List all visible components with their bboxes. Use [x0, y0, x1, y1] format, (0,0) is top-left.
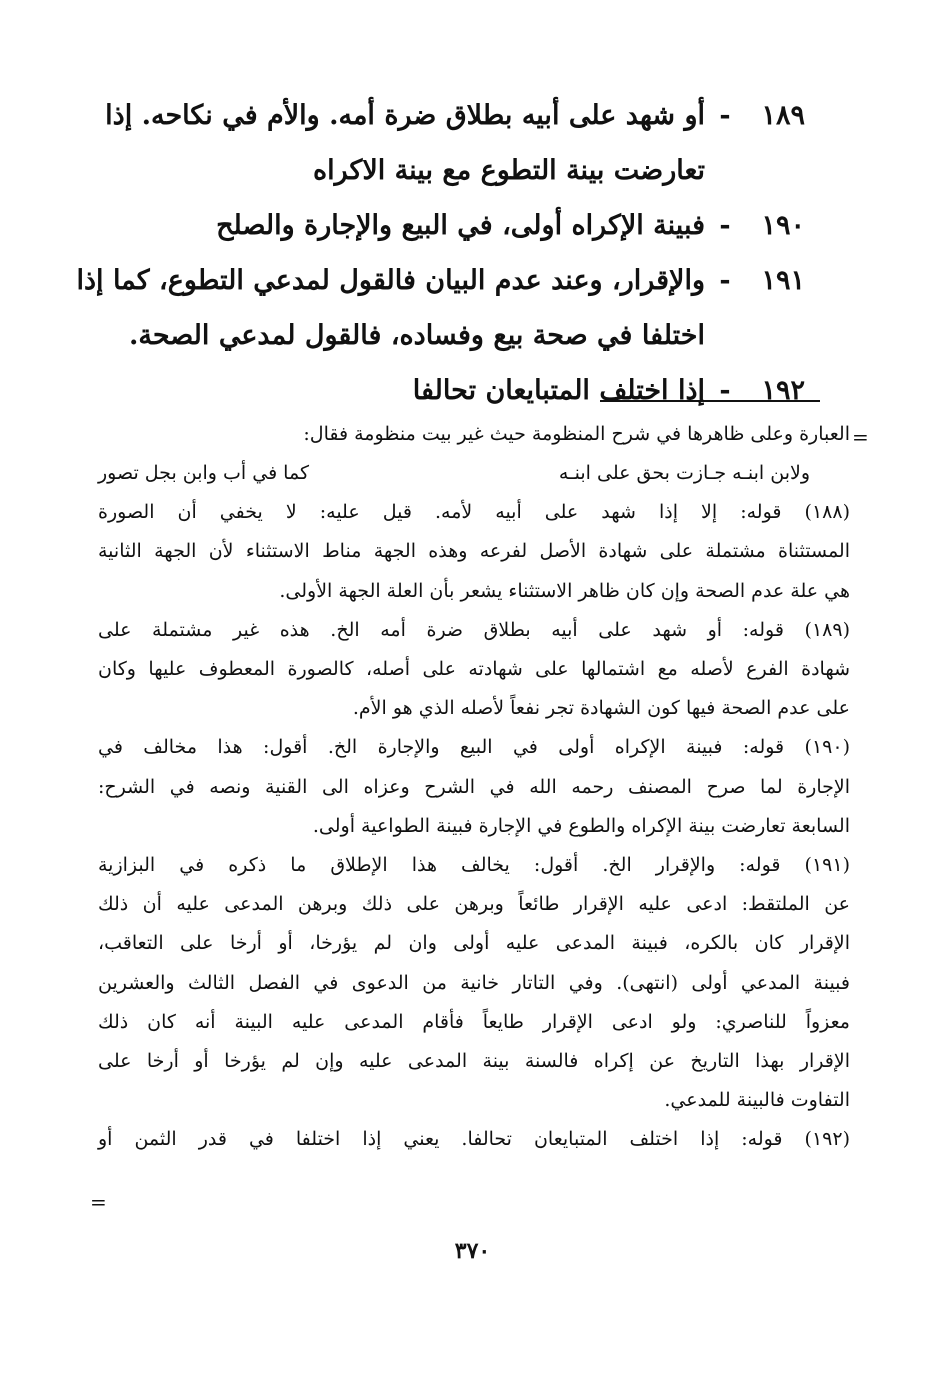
commentary-line: التفاوت فالبينة للمدعي. [664, 1089, 850, 1112]
commentary-line: هي علة عدم الصحة وإن كان ظاهر الاستثناء يشعر بأن العلة الجهة الأولى. [279, 579, 850, 602]
verse-line: اختلفا في صحة بيع وفساده، فالقول لمدعي الصحة. [128, 320, 705, 351]
commentary-intro: العبارة وعلى ظاهرها في شرح المنظومة حيث غير بيت منظومة فقال: [303, 423, 850, 445]
poem-second-hemistich: كما في أب وابن بجل تصور [98, 462, 310, 485]
verse-190 [85, 198, 805, 253]
commentary-line: الإجارة لما صرح المصنف رحمه الله في الشرح وعزاه الى القنية ونصه في الشرح: [98, 775, 850, 798]
verse-line: فبينة الإكراه أولى، في البيع والإجارة والصلح [216, 210, 705, 241]
commentary-line: شهادة الفرع لأصله مع اشتمالها على شهادته على أصله، كالصورة المعطوف عليها وكان [98, 658, 850, 681]
commentary-line: فبينة المدعي أولى (انتهى). وفي التاتار خانية من الدعوى في الفصل الثالث والعشرين [98, 971, 850, 994]
verse-dash: - [719, 265, 731, 296]
verse-line: أو شهد على أبيه بطلاق ضرة أمه. والأم في نكاحه. إذا [105, 100, 705, 131]
verse-line: والإقرار، وعند عدم البيان فالقول لمدعي التطوع، كما إذا [76, 265, 705, 296]
verse-192 [85, 363, 805, 418]
commentary-line: (١٩٠) قوله: فبينة الإكراه أولى في البيع والإجارة الخ. أقول: هذا مخالف في [98, 736, 850, 759]
commentary-line: (١٨٨) قوله: إلا إذا شهد على أبيه لأمه. قيل عليه: لا يخفي أن الصورة [98, 501, 850, 524]
verse-block [76, 88, 805, 418]
verse-189 [85, 88, 805, 198]
commentary-line: الإقرار بهذا التاريخ عن إكراه فالسنة بينة المدعى عليه وإن لم يؤرخا أو أرخا على [98, 1050, 850, 1073]
verse-number: ١٩٠ [761, 210, 805, 241]
commentary-line: السابعة تعارضت بينة الإكراه والطوع في الإجارة فبينة الطواعية أولى. [312, 814, 850, 837]
verse-dash: - [719, 375, 731, 406]
continuation-mark-end: = [90, 1190, 107, 1214]
commentary-line: عن الملتقط: ادعى عليه الإقرار طائعاً وبرهن على ذلك وبرهن المدعى عليه أن ذلك [98, 893, 850, 916]
verse-dash: - [719, 100, 731, 131]
verse-line: تعارضت بينة التطوع مع بينة الاكراه [312, 155, 705, 186]
commentary-block [98, 415, 850, 1160]
commentary-line: (١٩٢) قوله: إذا اختلف المتبايعان تحالفا. يعني إذا اختلفا في قدر الثمن أو [98, 1128, 850, 1151]
commentary-line: معزواً للناصري: ولو ادعى الإقرار طايعاً فأقام المدعى عليه البينة أنه كان ذلك [98, 1010, 850, 1033]
verse-number: ١٩١ [761, 265, 805, 296]
commentary-line: على عدم الصحة فيها كون الشهادة تجر نفعاً لأصله الذي هو الأم. [352, 697, 850, 720]
poem-first-hemistich: ولابن ابنـه جـازت بحق على ابنـه [558, 462, 810, 485]
commentary-line: (١٨٩) قوله: أو شهد على أبيه بطلاق ضرة أمه الخ. هذه غير مشتملة على [98, 618, 850, 641]
poem-line [98, 454, 850, 493]
verse-number: ١٨٩ [761, 100, 805, 131]
verse-number: ١٩٢ [761, 375, 805, 406]
continuation-mark: = [852, 425, 869, 449]
footnote-divider [600, 400, 820, 402]
verse-line: إذا اختلف المتبايعان تحالفا [412, 375, 705, 406]
page-number: ٣٧٠ [454, 1238, 491, 1264]
commentary-line: الإقرار كان بالكره، فبينة المدعى عليه أولى وان لم يؤرخا، أو أرخا على التعاقب، [98, 932, 850, 955]
verse-dash: - [719, 210, 731, 241]
verse-191 [76, 253, 805, 363]
commentary-line: (١٩١) قوله: والإقرار الخ. أقول: يخالف هذا الإطلاق ما ذكره في البزازية [98, 854, 850, 877]
commentary-line: المستثناة مشتملة على شهادة الأصل لفرعه وهذه الجهة مناط الاستثناء لأن الجهة الثانية [98, 540, 850, 563]
